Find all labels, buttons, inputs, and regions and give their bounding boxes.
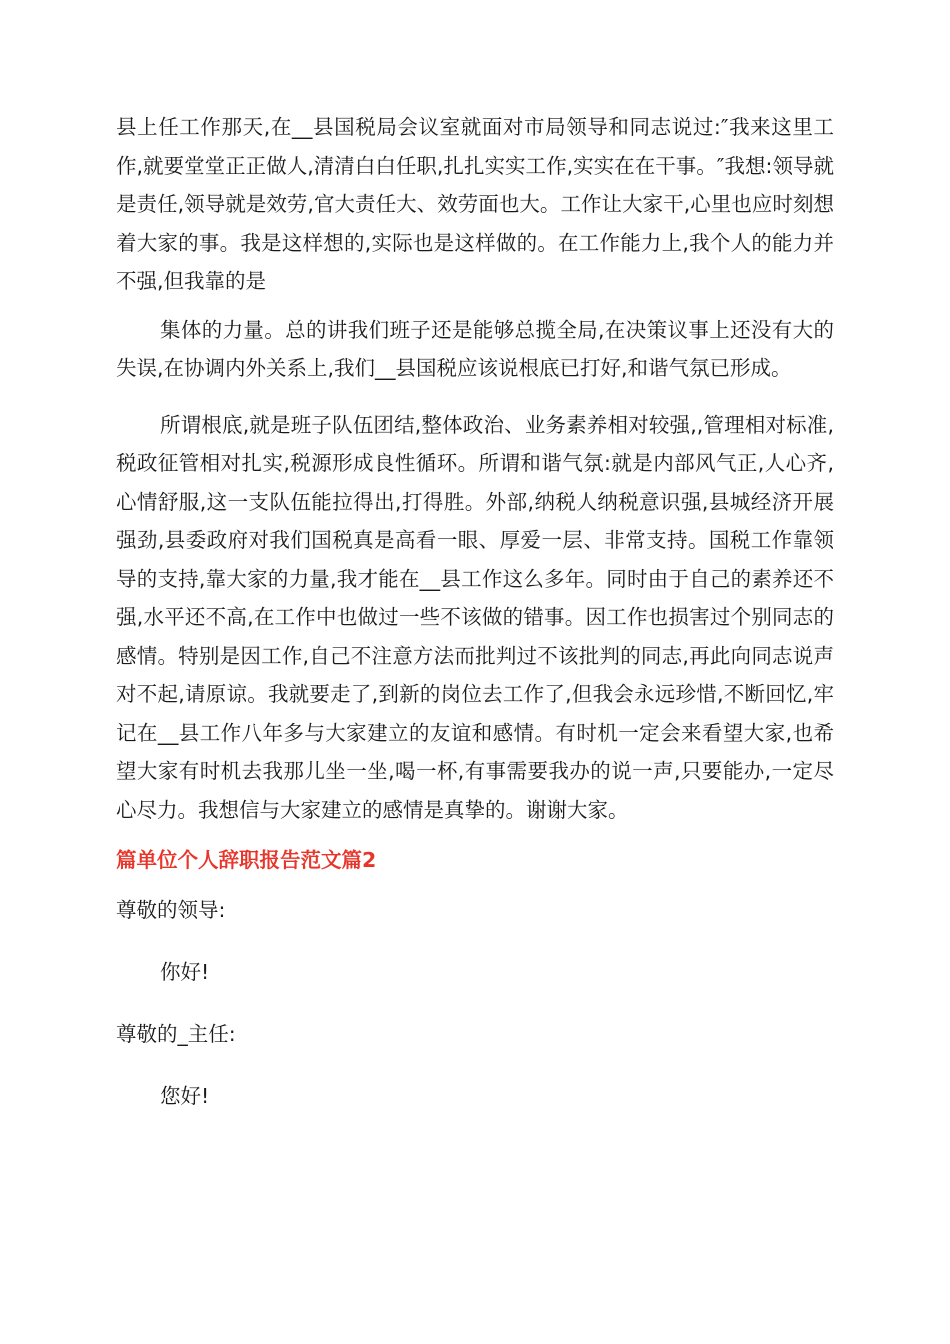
salutation-director: 尊敬的_主任: [116,1022,236,1046]
salutation-leader: 尊敬的领导: [116,898,226,922]
paragraph-1: 县上任工作那天,在__县国税局会议室就面对市局领导和同志说过:″我来这里工作,就要堂堂正正做人,清清白白任职,扎扎实实工作,实实在在干事。″我想:领导就是责任,领导就是效劳,官大责任大、效劳面也大。工作让大家干,心里也应时刻想着大家的事。我是这样想的,实际也是这样做的。在工作能力上,我个人的能力并不强,但我靠的是 [116,115,834,293]
paragraph-3: 所谓根底,就是班子队伍团结,整体政治、业务素养相对较强,,管理相对标准,税政征管相对扎实,税源形成良性循环。所谓和谐气氛:就是内部风气正,人心齐,心情舒服,这一支队伍能拉得出,打得胜。外部,纳税人纳税意识强,县城经济开展强劲,县委政府对我们国税真是高看一眼、厚爱一层、非常支持。国税工作靠领导的支持,靠大家的力量,我才能在__县工作这么多年。同时由于自己的素养还不强,水平还不高,在工作中也做过一些不该做的错事。因工作也损害过个别同志的感情。特别是因工作,自己不注意方法而批判过不该批判的同志,再此向同志说声对不起,请原谅。我就要走了,到新的岗位去工作了,但我会永远珍惜,不断回忆,牢记在__县工作八年多与大家建立的友谊和感情。有时机一定会来看望大家,也希望大家有时机去我那儿坐一坐,喝一杯,有事需要我办的说一声,只要能办,一定尽心尽力。我想信与大家建立的感情是真挚的。谢谢大家。 [116,412,834,822]
document-body [116,108,834,1115]
paragraph-2: 集体的力量。总的讲我们班子还是能够总揽全局,在决策议事上还没有大的失误,在协调内外关系上,我们__县国税应该说根底已打好,和谐气氛已形成。 [116,317,834,380]
greeting-respectful-hello: 您好! [160,1084,210,1108]
greeting-hello: 你好! [160,960,210,984]
section-heading: 篇单位个人辞职报告范文篇2 [116,848,377,872]
